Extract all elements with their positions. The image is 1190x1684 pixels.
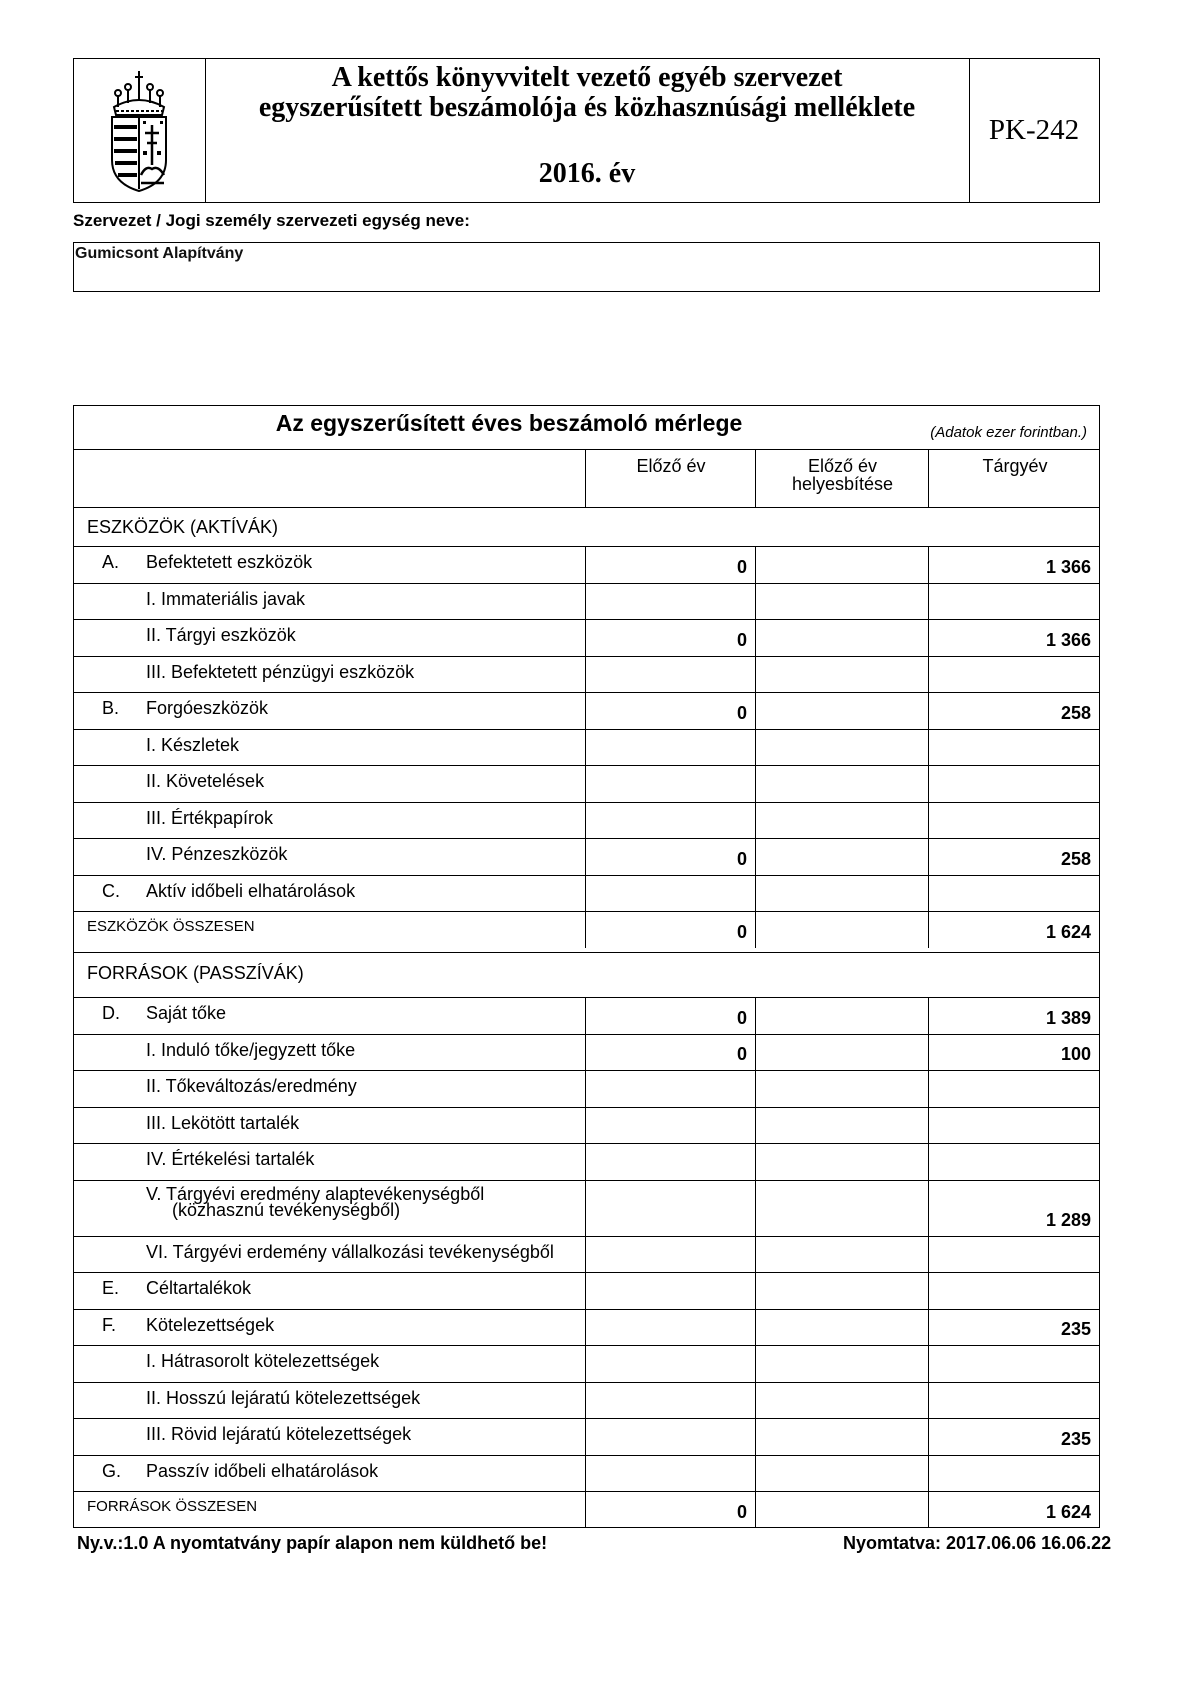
row-code: F. bbox=[102, 1314, 117, 1335]
value-cell-prev[interactable]: 0 bbox=[736, 556, 747, 577]
column-separator bbox=[755, 546, 756, 583]
column-separator bbox=[585, 875, 586, 912]
column-separator bbox=[928, 1107, 929, 1144]
hungarian-coat-of-arms-icon bbox=[104, 65, 174, 195]
balance-title: Az egyszerűsített éves beszámoló mérlege bbox=[275, 410, 743, 436]
row-separator bbox=[74, 875, 1099, 876]
value-cell-curr[interactable]: 258 bbox=[1060, 702, 1091, 723]
unit-note: (Adatok ezer forintban.) bbox=[930, 424, 1087, 441]
row-code: C. bbox=[102, 880, 120, 901]
column-separator bbox=[585, 802, 586, 839]
value-cell-prev[interactable]: 0 bbox=[736, 848, 747, 869]
column-header-corr-line2: helyesbítése bbox=[791, 474, 894, 494]
row-separator bbox=[74, 619, 1099, 620]
row-code: E. bbox=[102, 1278, 120, 1298]
value-cell-curr[interactable]: 1 366 bbox=[1045, 629, 1091, 650]
row-label: Kötelezettségek bbox=[146, 1314, 275, 1335]
column-separator bbox=[755, 656, 756, 693]
column-header-corr bbox=[756, 457, 929, 493]
row-separator bbox=[74, 997, 1099, 998]
column-separator bbox=[585, 583, 586, 620]
column-separator bbox=[928, 1272, 929, 1309]
column-separator bbox=[928, 1070, 929, 1107]
title-line-2: egyszerűsített beszámolója és közhasznúsági melléklete bbox=[258, 92, 916, 123]
column-separator bbox=[755, 1309, 756, 1346]
column-separator bbox=[585, 1236, 586, 1273]
column-separator bbox=[755, 765, 756, 802]
row-label: I. Immateriális javak bbox=[146, 588, 306, 609]
value-cell-prev[interactable]: 0 bbox=[736, 1501, 747, 1522]
footer-version-note: Ny.v.:1.0 A nyomtatvány papír alapon nem küldhető be! bbox=[77, 1533, 548, 1553]
column-separator bbox=[755, 1382, 756, 1419]
row-label: III. Befektetett pénzügyi eszközök bbox=[146, 661, 415, 682]
column-separator bbox=[928, 875, 929, 912]
column-separator bbox=[755, 619, 756, 656]
row-separator bbox=[74, 1143, 1099, 1144]
column-separator bbox=[755, 1236, 756, 1273]
row-separator bbox=[74, 911, 1099, 912]
row-separator bbox=[74, 1418, 1099, 1419]
row-separator bbox=[74, 1309, 1099, 1310]
row-label: III. Rövid lejáratú kötelezettségek bbox=[146, 1424, 412, 1444]
column-separator bbox=[755, 1143, 756, 1180]
column-separator bbox=[755, 692, 756, 729]
row-separator bbox=[74, 838, 1099, 839]
column-separator bbox=[755, 1345, 756, 1382]
organization-label: Szervezet / Jogi személy szervezeti egység neve: bbox=[73, 211, 470, 230]
value-cell-curr[interactable]: 100 bbox=[1060, 1044, 1091, 1064]
column-separator bbox=[585, 1418, 586, 1455]
column-separator bbox=[755, 802, 756, 839]
column-separator bbox=[755, 1034, 756, 1071]
value-cell-curr[interactable]: 1 624 bbox=[1045, 921, 1091, 942]
column-separator bbox=[928, 656, 929, 693]
row-label: Befektetett eszközök bbox=[146, 552, 313, 572]
row-separator bbox=[74, 1034, 1099, 1035]
column-separator bbox=[585, 656, 586, 693]
row-separator bbox=[74, 1382, 1099, 1383]
row-separator bbox=[74, 765, 1099, 766]
column-separator bbox=[928, 765, 929, 802]
row-label: ESZKÖZÖK ÖSSZESEN bbox=[87, 918, 255, 935]
row-label: II. Hosszú lejáratú kötelezettségek bbox=[146, 1387, 421, 1408]
value-cell-prev[interactable]: 0 bbox=[736, 702, 747, 723]
row-label: III. Lekötött tartalék bbox=[146, 1112, 300, 1133]
row-label: IV. Értékelési tartalék bbox=[146, 1149, 315, 1169]
column-separator bbox=[585, 1070, 586, 1107]
column-separator bbox=[585, 1272, 586, 1309]
row-label: I. Hátrasorolt kötelezettségek bbox=[146, 1351, 380, 1371]
row-separator bbox=[74, 546, 1099, 547]
row-label: Passzív időbeli elhatárolások bbox=[146, 1460, 379, 1481]
form-header bbox=[73, 58, 1100, 203]
row-label: I. Készletek bbox=[146, 734, 240, 755]
column-separator bbox=[755, 1455, 756, 1492]
row-label: III. Értékpapírok bbox=[146, 807, 274, 828]
column-separator bbox=[928, 1345, 929, 1382]
column-separator bbox=[755, 1418, 756, 1455]
column-separator bbox=[755, 583, 756, 620]
row-label: FORRÁSOK ÖSSZESEN bbox=[87, 1498, 258, 1515]
row-separator bbox=[74, 1180, 1099, 1181]
form-title bbox=[205, 59, 970, 202]
row-label-continuation: (közhasznú tevékenységből) bbox=[172, 1199, 401, 1220]
row-label: I. Induló tőke/jegyzett tőke bbox=[146, 1039, 356, 1060]
column-separator bbox=[755, 875, 756, 912]
row-label: II. Tőkeváltozás/eredmény bbox=[146, 1076, 357, 1096]
value-cell-curr[interactable]: 1 289 bbox=[1045, 1209, 1091, 1230]
row-label: VI. Tárgyévi erdemény vállalkozási tevékenységből bbox=[146, 1241, 554, 1262]
value-cell-prev[interactable]: 0 bbox=[736, 1044, 747, 1064]
row-label: Aktív időbeli elhatárolások bbox=[146, 880, 356, 901]
row-separator bbox=[74, 692, 1099, 693]
column-separator bbox=[755, 997, 756, 1034]
value-cell-curr[interactable]: 1 366 bbox=[1045, 556, 1091, 577]
column-separator bbox=[755, 1272, 756, 1309]
column-separator bbox=[928, 729, 929, 766]
row-label: V. Tárgyévi eredmény alaptevékenységből bbox=[146, 1183, 485, 1204]
column-separator bbox=[928, 583, 929, 620]
row-separator bbox=[74, 1455, 1099, 1456]
row-separator bbox=[74, 1236, 1099, 1237]
row-separator bbox=[74, 802, 1099, 803]
row-separator bbox=[74, 656, 1099, 657]
column-separator bbox=[585, 1180, 586, 1236]
column-separator bbox=[755, 1107, 756, 1144]
row-code: B. bbox=[102, 698, 120, 718]
column-separator bbox=[755, 1180, 756, 1236]
column-header-prev: Előző év bbox=[636, 456, 706, 476]
column-separator bbox=[928, 1455, 929, 1492]
row-label: Saját tőke bbox=[146, 1003, 227, 1023]
assets-section-header: ESZKÖZÖK (AKTÍVÁK) bbox=[87, 517, 279, 537]
row-label: Céltartalékok bbox=[146, 1278, 252, 1298]
row-separator bbox=[74, 1491, 1099, 1492]
column-separator bbox=[755, 729, 756, 766]
column-separator bbox=[585, 1143, 586, 1180]
column-separator bbox=[755, 838, 756, 875]
row-separator bbox=[74, 1107, 1099, 1108]
column-separator bbox=[928, 1236, 929, 1273]
organization-name: Gumicsont Alapítvány bbox=[75, 245, 244, 262]
liabilities-section-header: FORRÁSOK (PASSZÍVÁK) bbox=[87, 963, 304, 983]
row-code: G. bbox=[102, 1460, 122, 1481]
column-separator bbox=[585, 1107, 586, 1144]
value-cell-curr[interactable]: 1 624 bbox=[1045, 1501, 1091, 1522]
column-header-curr: Tárgyév bbox=[982, 456, 1048, 476]
value-cell-prev[interactable]: 0 bbox=[736, 629, 747, 650]
value-cell-curr[interactable]: 235 bbox=[1060, 1319, 1091, 1339]
title-line-1: A kettős könyvvitelt vezető egyéb szervezet bbox=[331, 62, 843, 93]
balance-sheet-table bbox=[73, 405, 1100, 1528]
row-separator bbox=[74, 1070, 1099, 1071]
value-cell-curr[interactable]: 258 bbox=[1060, 848, 1091, 869]
column-separator bbox=[585, 765, 586, 802]
column-separator bbox=[755, 1491, 756, 1528]
row-label: II. Tárgyi eszközök bbox=[146, 625, 296, 645]
row-separator bbox=[74, 729, 1099, 730]
row-label: IV. Pénzeszközök bbox=[146, 844, 288, 864]
value-cell-curr[interactable]: 235 bbox=[1060, 1428, 1091, 1449]
row-separator bbox=[74, 1345, 1099, 1346]
column-separator bbox=[585, 1345, 586, 1382]
column-header-corr-line1: Előző év bbox=[807, 456, 878, 476]
footer-print-date: Nyomtatva: 2017.06.06 16.06.22 bbox=[843, 1533, 1112, 1553]
column-separator bbox=[928, 1382, 929, 1419]
row-code: A. bbox=[102, 552, 120, 572]
organization-name-field[interactable] bbox=[73, 242, 1100, 292]
logo-cell bbox=[74, 59, 206, 202]
column-separator bbox=[928, 1143, 929, 1180]
value-cell-prev[interactable]: 0 bbox=[736, 1007, 747, 1028]
form-year: 2016. év bbox=[538, 158, 636, 189]
column-separator bbox=[755, 911, 756, 948]
value-cell-prev[interactable]: 0 bbox=[736, 921, 747, 942]
row-label: Forgóeszközök bbox=[146, 698, 269, 718]
column-separator bbox=[928, 802, 929, 839]
value-cell-curr[interactable]: 1 389 bbox=[1045, 1007, 1091, 1028]
row-label: II. Követelések bbox=[146, 771, 265, 791]
column-separator bbox=[585, 1309, 586, 1346]
column-separator bbox=[585, 729, 586, 766]
column-separator bbox=[755, 1070, 756, 1107]
column-separator bbox=[585, 1382, 586, 1419]
row-separator bbox=[74, 1272, 1099, 1273]
row-code: D. bbox=[102, 1003, 120, 1023]
column-separator bbox=[585, 1455, 586, 1492]
row-separator bbox=[74, 583, 1099, 584]
form-code: PK-242 bbox=[988, 114, 1080, 146]
